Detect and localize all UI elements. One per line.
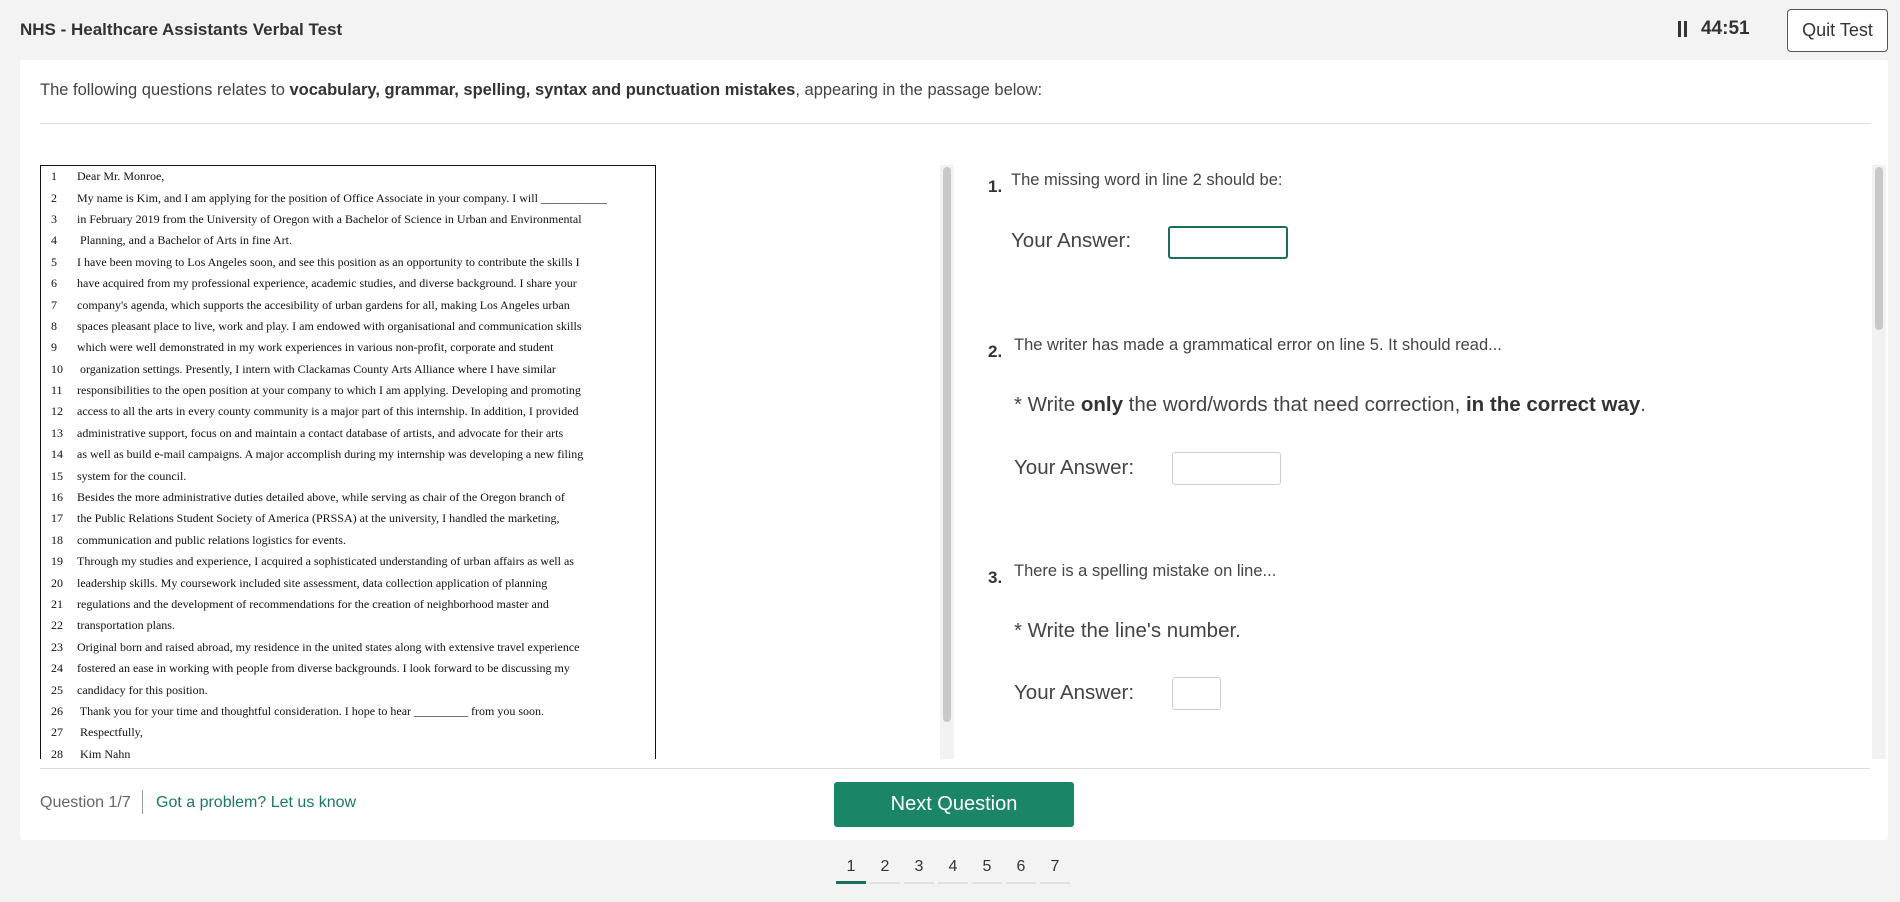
line-number: 27	[51, 725, 63, 740]
timer-value: 44:51	[1701, 18, 1750, 39]
passage-line	[41, 444, 655, 465]
scrollbar-thumb[interactable]	[943, 167, 951, 722]
line-number: 23	[51, 639, 63, 654]
line-number: 13	[51, 425, 63, 440]
line-text: the Public Relations Student Society of America (PRSSA) at the university, I handled the marketing,	[77, 511, 560, 526]
line-text: I have been moving to Los Angeles soon, and see this position as an opportunity to contribute the skills I	[77, 254, 580, 269]
line-number: 22	[51, 618, 63, 633]
question-number: 3.	[988, 568, 1003, 587]
passage-line	[41, 679, 655, 700]
report-problem-link[interactable]: Got a problem? Let us know	[156, 794, 357, 811]
line-text: My name is Kim, and I am applying for the position of Office Associate in your company. I will ___________	[77, 190, 607, 205]
instructions	[40, 81, 1042, 100]
answer-input-1[interactable]	[1168, 226, 1288, 259]
line-number: 7	[51, 297, 57, 312]
line-number: 2	[51, 190, 57, 205]
line-number: 1	[51, 169, 57, 184]
line-number: 14	[51, 447, 63, 462]
line-number: 11	[51, 383, 63, 398]
passage-line	[41, 487, 655, 508]
question-note: * Write only the word/words that need correction, in the correct way.	[1014, 393, 1646, 416]
line-text: Besides the more administrative duties detailed above, while serving as chair of the Oregon branch of	[77, 490, 565, 505]
line-number: 21	[51, 597, 63, 611]
separator	[142, 790, 143, 814]
question-pager	[834, 855, 1072, 889]
line-text: in February 2019 from the University of Oregon with a Bachelor of Science in Urban and Environmental	[77, 211, 582, 226]
questions-scrollbar[interactable]	[1872, 165, 1886, 759]
line-number: 4	[51, 233, 57, 248]
line-text: have acquired from my professional experience, academic studies, and diverse background. I share your	[77, 276, 577, 291]
test-title: NHS - Healthcare Assistants Verbal Test	[20, 20, 343, 39]
passage-line	[41, 658, 655, 679]
line-number: 24	[51, 661, 63, 676]
passage-line	[41, 530, 655, 551]
line-text: responsibilities to the open position at your company to which I am applying. Developing and promoting	[77, 383, 581, 398]
answer-label: Your Answer:	[1014, 456, 1135, 479]
passage-line	[41, 359, 655, 380]
passage-line	[41, 380, 655, 401]
line-text: fostered an ease in working with people from diverse backgrounds. I look forward to be discussing my	[77, 661, 570, 676]
passage-line	[41, 166, 655, 187]
quit-test-button[interactable]: Quit Test	[1787, 9, 1888, 52]
pause-icon[interactable]	[1677, 21, 1689, 37]
passage-line	[41, 423, 655, 444]
line-text: Respectfully,	[77, 725, 143, 740]
line-text: spaces pleasant place to live, work and play. I am endowed with organisational and communication skills	[77, 318, 582, 333]
line-number: 28	[51, 746, 63, 759]
scrollbar-thumb[interactable]	[1875, 167, 1883, 330]
answer-input-3[interactable]	[1172, 677, 1221, 710]
line-number: 3	[51, 211, 57, 226]
line-text: Thank you for your time and thoughtful consideration. I hope to hear _________ from you soon.	[77, 703, 545, 718]
line-text: communication and public relations logistics for events.	[77, 532, 346, 547]
page-1[interactable]: 1	[834, 855, 868, 889]
timer	[1677, 18, 1750, 40]
divider	[40, 123, 1870, 124]
passage-line	[41, 209, 655, 230]
line-number: 17	[51, 511, 63, 526]
passage-line	[41, 508, 655, 529]
page-6[interactable]: 6	[1004, 855, 1038, 889]
question-counter: Question 1/7	[40, 794, 131, 811]
instructions-suffix: , appearing in the passage below:	[795, 81, 1043, 99]
line-number: 6	[51, 276, 57, 291]
top-bar	[0, 0, 1900, 60]
line-text: administrative support, focus on and maintain a contact database of artists, and advocate for their arts	[77, 425, 564, 440]
passage-line	[41, 615, 655, 636]
line-number: 12	[51, 404, 63, 419]
line-number: 26	[51, 703, 63, 718]
passage-line	[41, 273, 655, 294]
answer-label: Your Answer:	[1011, 229, 1132, 252]
passage-line	[41, 744, 655, 759]
page-5[interactable]: 5	[970, 855, 1004, 889]
passage-line	[41, 252, 655, 273]
line-number: 18	[51, 532, 63, 547]
passage-line	[41, 401, 655, 422]
page-2[interactable]: 2	[868, 855, 902, 889]
passage-line	[41, 465, 655, 486]
line-number: 8	[51, 318, 57, 333]
page-3[interactable]: 3	[902, 855, 936, 889]
passage-line	[41, 637, 655, 658]
answer-input-2[interactable]	[1172, 452, 1281, 485]
question-number: 1.	[988, 177, 1003, 196]
passage-line	[41, 230, 655, 251]
answer-label: Your Answer:	[1014, 681, 1135, 704]
line-text: Original born and raised abroad, my residence in the united states along with extensive travel experience	[77, 639, 580, 654]
line-text: as well as build e-mail campaigns. A major accomplish during my internship was developing a new filing	[77, 447, 584, 462]
line-number: 9	[51, 340, 57, 355]
page-7[interactable]: 7	[1038, 855, 1072, 889]
instructions-prefix: The following questions relates to	[40, 81, 290, 99]
line-number: 15	[51, 468, 63, 483]
passage-line	[41, 294, 655, 315]
line-number: 20	[51, 575, 63, 590]
line-number: 5	[51, 254, 57, 269]
questions-panel	[970, 165, 1865, 759]
divider	[40, 768, 1870, 769]
line-number: 25	[51, 682, 63, 697]
line-number: 10	[51, 361, 63, 376]
line-text: Through my studies and experience, I acquired a sophisticated understanding of urban affairs as well as	[77, 554, 574, 569]
passage-line	[41, 551, 655, 572]
line-text: Dear Mr. Monroe,	[77, 169, 165, 184]
question-text: The missing word in line 2 should be:	[1011, 171, 1283, 189]
test-card	[20, 60, 1888, 840]
passage-scrollbar[interactable]	[940, 165, 954, 759]
passage-line	[41, 316, 655, 337]
line-text: organization settings. Presently, I intern with Clackamas County Arts Alliance where I have similar	[77, 361, 556, 376]
line-text: regulations and the development of recommendations for the creation of neighborhood master and	[77, 597, 549, 611]
line-number: 19	[51, 554, 63, 569]
instructions-bold: vocabulary, grammar, spelling, syntax and punctuation mistakes	[289, 81, 796, 99]
line-text: Planning, and a Bachelor of Arts in fine Art.	[77, 233, 292, 248]
line-number: 16	[51, 490, 63, 505]
page-4[interactable]: 4	[936, 855, 970, 889]
line-text: company's agenda, which supports the accesibility of urban gardens for all, making Los Angeles urban	[77, 297, 570, 312]
passage-line	[41, 572, 655, 593]
passage-line	[41, 701, 655, 722]
passage-line	[41, 337, 655, 358]
question-note: * Write the line's number.	[1014, 619, 1241, 642]
passage-box[interactable]	[40, 165, 656, 759]
line-text: which were well demonstrated in my work experiences in various non-profit, corporate and student	[77, 340, 554, 355]
question-text: There is a spelling mistake on line...	[1014, 562, 1277, 580]
line-text: transportation plans.	[77, 618, 175, 633]
line-text: access to all the arts in every county community is a major part of this internship. In addition, I provided	[77, 404, 579, 419]
passage-line	[41, 594, 655, 615]
line-text: leadership skills. My coursework included site assessment, data collection application of planning	[77, 575, 548, 590]
question-number: 2.	[988, 342, 1003, 361]
next-question-button[interactable]: Next Question	[834, 782, 1074, 827]
line-text: system for the council.	[77, 468, 187, 483]
passage-line	[41, 722, 655, 743]
passage-line	[41, 187, 655, 208]
line-text: Kim Nahn	[77, 746, 131, 759]
question-text: The writer has made a grammatical error on line 5. It should read...	[1014, 336, 1502, 354]
line-text: candidacy for this position.	[77, 682, 208, 697]
